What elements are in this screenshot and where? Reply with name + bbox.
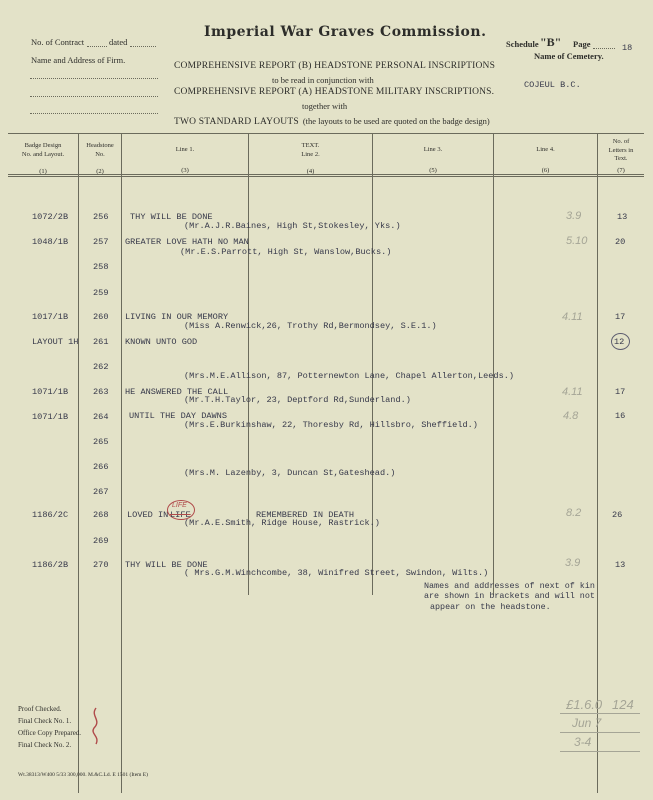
row-address: (Mr.T.H.Taylor, 23, Deptford Rd,Sunderland.) xyxy=(184,395,411,405)
note-line-1: Names and addresses of next of kin xyxy=(424,581,595,591)
row-address: (Mrs.M. Lazenby, 3, Duncan St,Gateshead.) xyxy=(184,468,396,478)
page-label: Page xyxy=(573,39,591,49)
row-line2: REMEMBERED IN DEATH xyxy=(256,510,354,520)
together-text: together with xyxy=(302,101,348,111)
row-headstone-no: 261 xyxy=(93,337,109,347)
firm-field xyxy=(30,78,158,79)
row-address: ( Mrs.G.M.Winchcombe, 38, Winifred Street, Swindon, Wilts.) xyxy=(184,568,489,578)
col-headstone-header xyxy=(79,141,121,176)
correction-inserted: LIFE xyxy=(172,502,187,509)
col-line3-title: Line 3. xyxy=(423,146,443,153)
row-headstone-no: 263 xyxy=(93,387,109,397)
row-badge: 1071/1B xyxy=(32,412,69,422)
firm-label: Name and Address of Firm. xyxy=(31,55,126,65)
tally-date: Jun 7 xyxy=(572,716,602,730)
col-line1-header xyxy=(122,145,248,175)
row-headstone-no: 258 xyxy=(93,262,109,272)
col-letters-number: (7) xyxy=(617,166,625,174)
row-headstone-no: 262 xyxy=(93,362,109,372)
row-badge: LAYOUT 1H xyxy=(32,337,79,347)
firm-field-2 xyxy=(30,96,158,97)
correction-struck: LIFE xyxy=(170,510,191,520)
col-letters-title-2: Letters in xyxy=(608,146,634,154)
tally-rule-3 xyxy=(560,751,640,752)
row-headstone-no: 260 xyxy=(93,312,109,322)
cemetery-value: COJEUL B.C. xyxy=(524,80,581,90)
row-headstone-no: 268 xyxy=(93,510,109,520)
schedule-value: "B" xyxy=(540,35,562,49)
contract-field xyxy=(87,46,107,47)
row-pencil-note: 4.11 xyxy=(562,311,583,323)
row-headstone-no: 264 xyxy=(93,412,109,422)
col-badge-header xyxy=(10,141,76,176)
dated-field xyxy=(130,46,156,47)
col-letters-title: No. of xyxy=(612,138,630,145)
row-line1: GREATER LOVE HATH NO MAN xyxy=(125,237,249,247)
row-line1: THY WILL BE DONE xyxy=(130,212,213,222)
row-address: (Mr.A.J.R.Baines, High St,Stokesley, Yks.) xyxy=(184,221,401,231)
layouts-line xyxy=(174,111,490,129)
col-headstone-title: Headstone xyxy=(86,142,114,149)
contract-label: No. of Contract xyxy=(31,37,85,47)
table-head-rule-2 xyxy=(8,176,644,177)
final-check-1-label: Final Check No. 1. xyxy=(18,717,72,725)
row-letters: 26 xyxy=(612,510,623,520)
col-badge-title: Badge Design xyxy=(24,142,62,149)
commission-title: Imperial War Graves Commission. xyxy=(204,24,487,40)
row-line1: THY WILL BE DONE xyxy=(125,560,208,570)
row-line1: KNOWN UNTO GOD xyxy=(125,337,198,347)
col-divider-2 xyxy=(121,133,122,793)
row-badge: 1186/2C xyxy=(32,510,69,520)
row-headstone-no: 266 xyxy=(93,462,109,472)
row-badge: 1071/1B xyxy=(32,387,69,397)
row-headstone-no: 265 xyxy=(93,437,109,447)
schedule-label: Schedule xyxy=(506,39,539,49)
office-copy-label: Office Copy Prepared. xyxy=(18,729,82,737)
row-letters: 17 xyxy=(615,387,626,397)
col-line3-header xyxy=(373,145,493,175)
tally-rule-2 xyxy=(560,732,640,733)
row-line1: HE ANSWERED THE CALL xyxy=(125,387,229,397)
row-address: (Mrs.E.Burkinshaw, 22, Thoresby Rd, Hillsbro, Sheffield.) xyxy=(184,420,478,430)
row-headstone-no: 259 xyxy=(93,288,109,298)
col-line2-header xyxy=(249,141,372,176)
row-pencil-note: 5.10 xyxy=(566,235,588,247)
col-line1-number: (3) xyxy=(181,167,189,174)
proof-checked-label: Proof Checked. xyxy=(18,705,62,713)
print-reference: Wt.38313/W400 5/33 300,000. M.&C.Ld. E 1501 (Item E) xyxy=(18,772,148,778)
table-top-rule xyxy=(8,133,644,134)
report-b-heading: COMPREHENSIVE REPORT (B) HEADSTONE PERSONAL INSCRIPTIONS xyxy=(174,61,496,71)
col-letters-header xyxy=(598,138,644,175)
col-letters-title-3: Text. xyxy=(614,155,628,162)
row-letters: 16 xyxy=(615,411,626,421)
tally-rule-1 xyxy=(560,713,640,714)
col-badge-title-2: No. and Layout. xyxy=(21,151,65,158)
layouts-main: TWO STANDARD LAYOUTS xyxy=(174,117,299,127)
row-letters: 13 xyxy=(617,212,628,222)
row-badge: 1048/1B xyxy=(32,237,69,247)
col-line4-header xyxy=(494,145,597,175)
row-line1: LIVING IN OUR MEMORY xyxy=(125,312,229,322)
col-headstone-title-2: No. xyxy=(95,151,105,158)
col-divider-6 xyxy=(597,133,598,793)
col-line2-number: (4) xyxy=(306,168,315,175)
tally-code: 3-4 xyxy=(574,735,592,749)
row-headstone-no: 256 xyxy=(93,212,109,222)
col-line3-number: (5) xyxy=(429,167,437,174)
row-line1: UNTIL THE DAY DAWNS xyxy=(129,411,227,421)
col-line2-title: Line 2. xyxy=(301,151,320,158)
red-initials-stroke xyxy=(93,708,97,744)
row-headstone-no: 270 xyxy=(93,560,109,570)
row-letters: 12 xyxy=(614,337,625,347)
row-pencil-note: 4.11 xyxy=(562,386,583,398)
report-a-heading: COMPREHENSIVE REPORT (A) HEADSTONE MILITARY INSCRIPTIONS. xyxy=(174,87,495,97)
row-pencil-note: 4.8 xyxy=(563,410,579,422)
tally-total: £1.6.0 xyxy=(566,697,603,712)
row-address: (Miss A.Renwick,26, Trothy Rd,Bermondsey, S.E.1.) xyxy=(184,321,437,331)
row-letters: 13 xyxy=(615,560,626,570)
col-line1-title: Line 1. xyxy=(175,146,195,153)
row-headstone-no: 267 xyxy=(93,487,109,497)
firm-field-3 xyxy=(30,113,158,114)
row-badge: 1017/1B xyxy=(32,312,69,322)
layouts-note: (the layouts to be used are quoted on the badge design) xyxy=(302,116,490,126)
red-initials-mark xyxy=(86,706,106,746)
row-pencil-note: 3.9 xyxy=(565,557,581,569)
row-badge: 1072/2B xyxy=(32,212,69,222)
col-line4-title: Line 4. xyxy=(536,146,555,153)
col-divider-1 xyxy=(78,133,79,793)
row-address: (Mr.A.E.Smith, Ridge House, Rastrick.) xyxy=(184,518,380,528)
row-address: (Mrs.M.E.Allison, 87, Potternewton Lane, Chapel Allerton,Leeds.) xyxy=(184,371,515,381)
page-field xyxy=(593,48,615,49)
col-line4-number: (6) xyxy=(541,167,550,174)
row-headstone-no: 269 xyxy=(93,536,109,546)
note-line-3: appear on the headstone. xyxy=(430,602,551,612)
row-headstone-no: 257 xyxy=(93,237,109,247)
dated-label: dated xyxy=(109,37,128,47)
row-pencil-note: 3.9 xyxy=(566,210,582,222)
col-headstone-number: (2) xyxy=(96,168,104,175)
row-line1: LOVED IN xyxy=(127,510,169,520)
col-divider-5 xyxy=(493,133,494,595)
cemetery-label: Name of Cemetery. xyxy=(534,51,604,61)
note-line-2: are shown in brackets and will not xyxy=(424,591,595,601)
col-text-title: TEXT. xyxy=(301,142,320,149)
conjunction-text: to be read in conjunction with xyxy=(272,75,374,85)
row-pencil-note: 8.2 xyxy=(566,507,582,519)
row-address: (Mr.E.S.Parrott, High St, Wanslow,Bucks.) xyxy=(180,247,392,257)
row-letters: 20 xyxy=(615,237,626,247)
col-badge-number: (1) xyxy=(39,168,47,175)
final-check-2-label: Final Check No. 2. xyxy=(18,741,72,749)
tally-total-count: 124 xyxy=(612,697,634,712)
row-badge: 1186/2B xyxy=(32,560,69,570)
page-value: 18 xyxy=(622,43,633,53)
row-letters: 17 xyxy=(615,312,626,322)
